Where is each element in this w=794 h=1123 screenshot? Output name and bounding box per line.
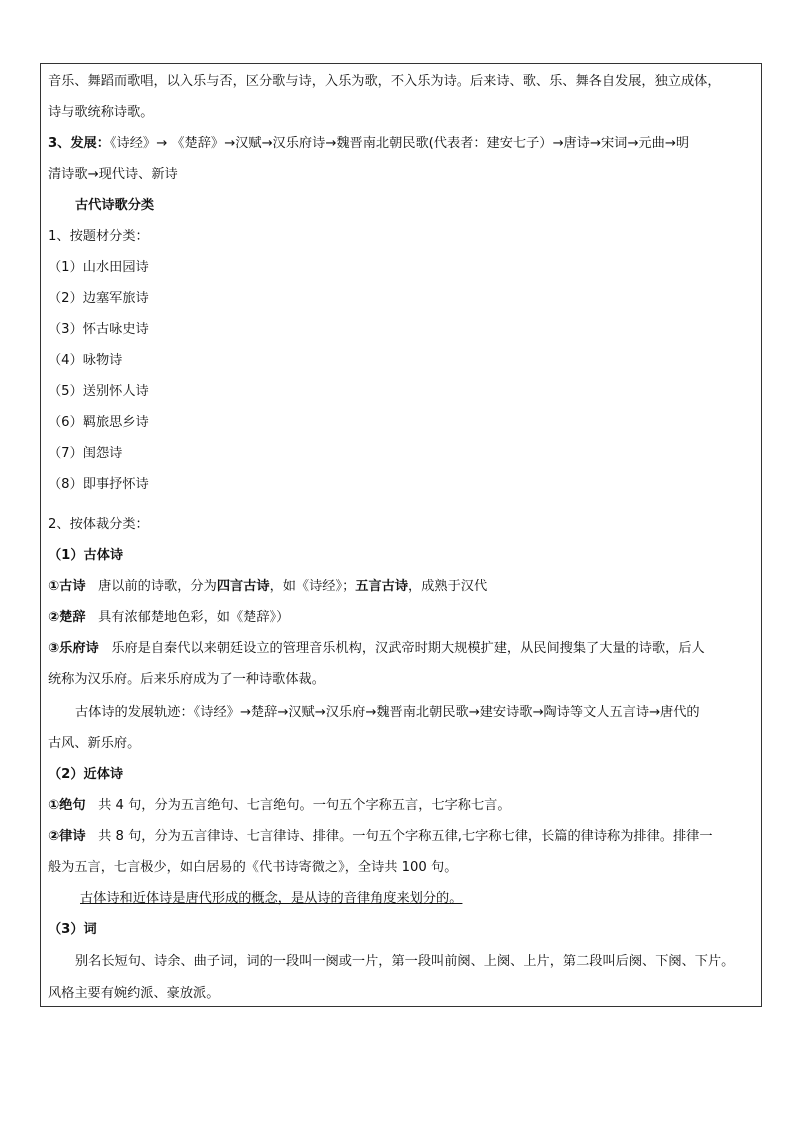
lvshi-line: ②律诗 共 8 句，分为五言律诗、七言律诗、排律。一句五个字称五律,七字称七律，长篇的律诗称为排律。排律一 (48, 829, 713, 844)
list-item: （3）怀古咏史诗 (48, 322, 149, 337)
subheading-gutishi: （1）古体诗 (48, 548, 124, 563)
chuci-line: ②楚辞 具有浓郁楚地色彩，如《楚辞》） (48, 610, 290, 625)
yuefu-label: ③乐府诗 (48, 641, 99, 656)
subheading-ci: （3）词 (48, 922, 97, 937)
yuefu-line: ③乐府诗 乐府是自秦代以来朝廷设立的管理音乐机构，汉武帝时期大规模扩建，从民间搜集了大量的诗歌，后人 (48, 641, 705, 656)
ci-line: 别名长短句、诗余、曲子词，词的一段叫一阕或一片，第一段叫前阕、上阕、上片，第二段叫后阕、下阕、下片。 (75, 954, 735, 969)
chuci-label: ②楚辞 (48, 610, 86, 625)
jueju-label: ①绝句 (48, 798, 86, 813)
development-line (48, 135, 689, 153)
development-line-cont: 清诗歌→现代诗、新诗 (48, 167, 178, 182)
development-text: 《诗经》→ 《楚辞》→汉赋→汉乐府诗→魏晋南北朝民歌(代表者：建安七子）→唐诗→宋词→元曲→明 (109, 136, 690, 151)
list-item: （6）羁旅思乡诗 (48, 415, 149, 430)
list-item: （2）边塞军旅诗 (48, 291, 149, 306)
gushi-line: ①古诗 唐以前的诗歌，分为四言古诗，如《诗经》；五言古诗，成熟于汉代 (48, 579, 488, 594)
list-item: （4）咏物诗 (48, 353, 123, 368)
underlined-note: 古体诗和近体诗是唐代形成的概念，是从诗的音律角度来划分的。 (80, 891, 463, 906)
development-label: 3、发展： (48, 136, 110, 151)
list-item: （1）山水田园诗 (48, 260, 149, 275)
track-line-cont: 古风、新乐府。 (48, 736, 141, 751)
ci-line-cont: 风格主要有婉约派、豪放派。 (48, 986, 220, 1001)
category-genre: 2、按体裁分类： (48, 517, 149, 532)
list-item: （8）即事抒怀诗 (48, 477, 149, 492)
paragraph-line: 诗与歌统称诗歌。 (48, 105, 154, 120)
section-heading: 古代诗歌分类 (75, 198, 155, 213)
lvshi-line-cont: 般为五言，七言极少，如白居易的《代书诗寄微之》，全诗共 100 句。 (48, 860, 458, 875)
lvshi-label: ②律诗 (48, 829, 86, 844)
jueju-line: ①绝句 共 4 句，分为五言绝句、七言绝句。一句五个字称五言，七字称七言。 (48, 798, 511, 813)
gushi-label: ①古诗 (48, 579, 86, 594)
yuefu-line-cont: 统称为汉乐府。后来乐府成为了一种诗歌体裁。 (48, 672, 325, 687)
list-item: （7）闺怨诗 (48, 446, 123, 461)
list-item: （5）送别怀人诗 (48, 384, 149, 399)
paragraph-line: 音乐、舞蹈而歌唱，以入乐与否，区分歌与诗，入乐为歌，不入乐为诗。后来诗、歌、乐、舞各自发展，独立成体， (48, 74, 721, 89)
subheading-jintishi: （2）近体诗 (48, 767, 124, 782)
track-line: 古体诗的发展轨迹：《诗经》→楚辞→汉赋→汉乐府→魏晋南北朝民歌→建安诗歌→陶诗等文人五言诗→唐代的 (75, 705, 700, 720)
category-subject: 1、按题材分类： (48, 229, 149, 244)
